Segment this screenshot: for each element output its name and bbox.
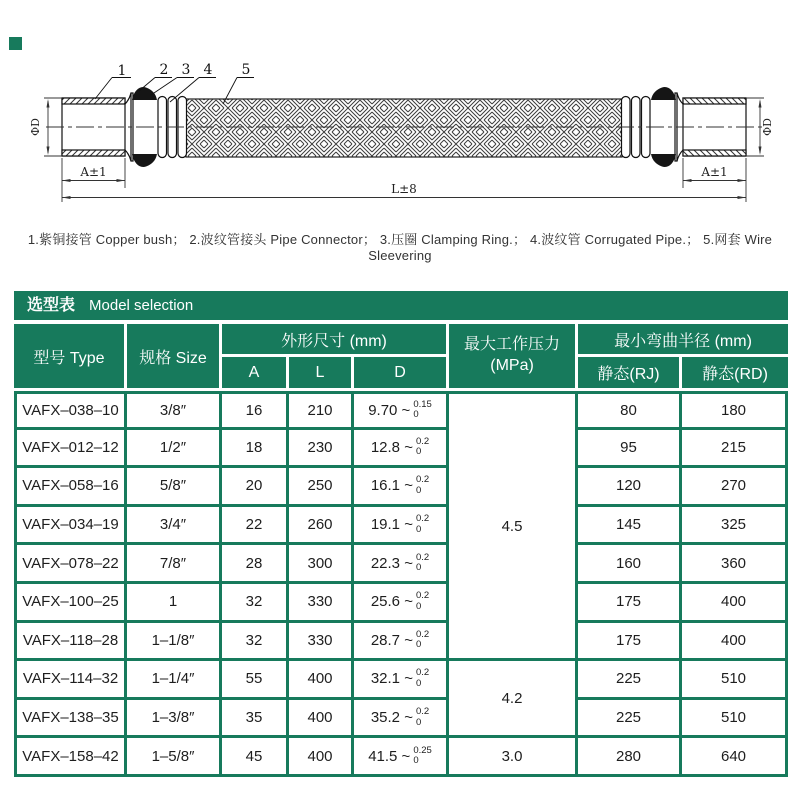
- table-header: [14, 324, 788, 391]
- d-value: 19.1 ~: [370, 516, 413, 534]
- cell-size: 5/8″: [127, 468, 222, 507]
- braided-sleeve: [186, 99, 622, 157]
- tolerance-stack: 0.2 0: [415, 512, 430, 535]
- d-value: 28.7 ~: [370, 631, 413, 649]
- cell-l: 260: [289, 507, 354, 546]
- cell-rd: 325: [682, 507, 788, 546]
- table-row: [14, 700, 788, 739]
- table-row: [14, 738, 788, 777]
- cell-l: 210: [289, 391, 354, 430]
- header-l: L: [289, 357, 354, 391]
- cell-type: VAFX–078–22: [14, 545, 127, 584]
- cell-rd: 180: [682, 391, 788, 430]
- callout-2: 2: [159, 62, 169, 78]
- header-pressure: [449, 324, 578, 391]
- tolerance-stack: 0.2 0: [415, 705, 430, 728]
- cell-l: 230: [289, 430, 354, 469]
- table-row: [14, 391, 788, 430]
- cell-rj: 80: [578, 391, 682, 430]
- cell-d: [354, 468, 449, 507]
- callout-4: 4: [203, 62, 213, 78]
- table-title-bar: [14, 291, 788, 320]
- cell-type: VAFX–118–28: [14, 623, 127, 662]
- header-rj: 静态(RJ): [578, 357, 682, 391]
- header-size: 规格 Size: [127, 324, 222, 391]
- cell-size: 1–5/8″: [127, 738, 222, 777]
- spec-table: [14, 324, 788, 777]
- cell-type: VAFX–100–25: [14, 584, 127, 623]
- header-a: A: [222, 357, 289, 391]
- cell-size: 1–3/8″: [127, 700, 222, 739]
- table-row: [14, 468, 788, 507]
- cell-rd: 215: [682, 430, 788, 469]
- cell-a: 16: [222, 391, 289, 430]
- cell-d: [354, 738, 449, 777]
- cell-type: VAFX–038–10: [14, 391, 127, 430]
- cell-rd: 360: [682, 545, 788, 584]
- cell-rj: 175: [578, 623, 682, 662]
- cell-d: [354, 584, 449, 623]
- cell-l: 400: [289, 738, 354, 777]
- table-row: [14, 430, 788, 469]
- dim-label-a-right: A±1: [701, 165, 728, 179]
- cell-size: 3/8″: [127, 391, 222, 430]
- tolerance-stack: 0.2 0: [415, 551, 430, 574]
- cell-d: [354, 623, 449, 662]
- tolerance-stack: 0.2 0: [415, 667, 430, 689]
- header-pressure-line2: (MPa): [490, 357, 534, 374]
- cell-a: 55: [222, 661, 289, 700]
- cell-d: [354, 661, 449, 700]
- cell-rd: 510: [682, 700, 788, 739]
- dim-label-diameter-right: ΦD: [761, 118, 774, 136]
- cell-size: 1: [127, 584, 222, 623]
- table-row: [14, 661, 788, 700]
- cell-l: 300: [289, 545, 354, 584]
- tolerance-stack: 0.15 0: [413, 398, 432, 421]
- cell-size: 1/2″: [127, 430, 222, 469]
- header-dims: 外形尺寸 (mm): [222, 324, 449, 357]
- header-row-1: [14, 324, 788, 357]
- cell-size: 3/4″: [127, 507, 222, 546]
- cell-a: 32: [222, 623, 289, 662]
- d-value: 16.1 ~: [370, 477, 413, 495]
- d-value: 32.1 ~: [370, 670, 413, 688]
- cell-size: 1–1/8″: [127, 623, 222, 662]
- d-value: 22.3 ~: [370, 554, 413, 572]
- callout-3: 3: [181, 62, 191, 78]
- cell-rj: 145: [578, 507, 682, 546]
- cell-a: 32: [222, 584, 289, 623]
- d-value: 9.70 ~: [368, 401, 411, 419]
- header-pressure-line1: 最大工作压力: [464, 336, 561, 354]
- parts-caption: 1.紫铜接管 Copper bush； 2.波纹管接头 Pipe Connector； 3.压圈 Clamping Ring.； 4.波纹管 Corrugated Pipe.； 5.网套 Wire Sleevering: [27, 232, 773, 263]
- header-bend: 最小弯曲半径 (mm): [578, 324, 788, 357]
- cell-l: 330: [289, 623, 354, 662]
- table-row: [14, 507, 788, 546]
- cell-type: VAFX–034–19: [14, 507, 127, 546]
- d-value: 25.6 ~: [370, 593, 413, 611]
- callout-5: 5: [241, 62, 251, 78]
- tolerance-stack: 0.25 0: [413, 744, 432, 767]
- cell-rd: 640: [682, 738, 788, 777]
- cell-type: VAFX–012–12: [14, 430, 127, 469]
- table-row: [14, 545, 788, 584]
- d-value: 41.5 ~: [368, 747, 411, 765]
- cell-a: 35: [222, 700, 289, 739]
- cell-a: 18: [222, 430, 289, 469]
- cell-d: [354, 700, 449, 739]
- table-row: [14, 623, 788, 662]
- cell-pressure: 4.2: [449, 661, 578, 738]
- cell-rj: 225: [578, 700, 682, 739]
- cell-a: 28: [222, 545, 289, 584]
- tolerance-stack: 0.2 0: [415, 590, 430, 612]
- cell-rj: 95: [578, 430, 682, 469]
- cell-a: 22: [222, 507, 289, 546]
- hose-technical-drawing: [0, 0, 800, 260]
- cell-rj: 160: [578, 545, 682, 584]
- cell-pressure: 4.5: [449, 391, 578, 661]
- cell-l: 250: [289, 468, 354, 507]
- d-value: 35.2 ~: [370, 709, 413, 727]
- table-title-en: Model selection: [89, 297, 194, 314]
- cell-d: [354, 430, 449, 469]
- cell-type: VAFX–114–32: [14, 661, 127, 700]
- header-rd: 静态(RD): [682, 357, 788, 391]
- cell-type: VAFX–058–16: [14, 468, 127, 507]
- cell-rj: 120: [578, 468, 682, 507]
- cell-type: VAFX–158–42: [14, 738, 127, 777]
- cell-a: 20: [222, 468, 289, 507]
- dim-label-a-left: A±1: [80, 165, 107, 179]
- cell-size: 1–1/4″: [127, 661, 222, 700]
- model-table-body: [14, 391, 788, 777]
- cell-l: 400: [289, 661, 354, 700]
- header-d: D: [354, 357, 449, 391]
- cell-rd: 270: [682, 468, 788, 507]
- model-selection-table: [14, 291, 788, 777]
- cell-rj: 225: [578, 661, 682, 700]
- cell-rd: 400: [682, 584, 788, 623]
- header-type: 型号 Type: [14, 324, 127, 391]
- cell-d: [354, 507, 449, 546]
- cell-type: VAFX–138–35: [14, 700, 127, 739]
- tolerance-stack: 0.2 0: [415, 474, 430, 496]
- dim-label-total-length: L±8: [391, 182, 417, 196]
- callout-1: 1: [117, 63, 127, 79]
- cell-l: 400: [289, 700, 354, 739]
- cell-size: 7/8″: [127, 545, 222, 584]
- tolerance-stack: 0.2 0: [415, 628, 430, 651]
- cell-a: 45: [222, 738, 289, 777]
- cell-pressure: 3.0: [449, 738, 578, 777]
- cell-d: [354, 391, 449, 430]
- tolerance-stack: 0.2 0: [415, 435, 430, 458]
- table-title-zh: 选型表: [27, 297, 76, 314]
- dim-label-diameter-left: ΦD: [29, 118, 42, 136]
- cell-rj: 280: [578, 738, 682, 777]
- cell-l: 330: [289, 584, 354, 623]
- table-row: [14, 584, 788, 623]
- cell-d: [354, 545, 449, 584]
- d-value: 12.8 ~: [370, 438, 413, 456]
- cell-rj: 175: [578, 584, 682, 623]
- cell-rd: 510: [682, 661, 788, 700]
- cell-rd: 400: [682, 623, 788, 662]
